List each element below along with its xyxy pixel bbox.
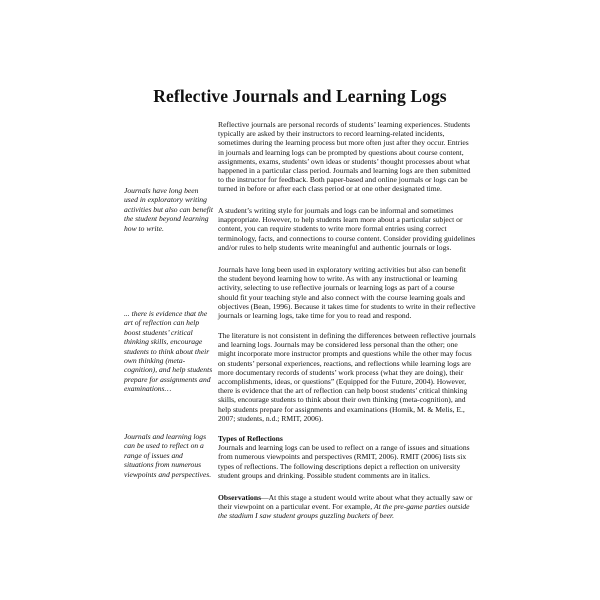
body-paragraph-2 (218, 206, 476, 252)
observations-text: —At this stage a student would write about what they actually saw or their viewpoint on a particular event. For example, (218, 493, 473, 512)
observations-paragraph (218, 493, 476, 521)
sidebar-note-3: Journals and learning logs can be used to reflect on a range of issues and situations from numerous viewpoints and perspectives. (124, 432, 212, 479)
sidebar-note-2: ... there is evidence that the art of reflection can help boost students’ critical thinking skills, encourage students to think about their own thinking (meta-cognition), and help students prepare for assignments and examinations… (124, 309, 213, 394)
section-heading: Types of Reflections (218, 434, 283, 443)
paragraph-text: The literature is not consistent in defining the differences between reflective journals and learning logs. Journals may be considered less personal than the other; one might incorporate more instructor prompts and questions while the other may focus on students’ personal experiences, reactions, and reflections while learning logs are more documentary records of students’ work process (what they are doing), their accomplishments, ideas, or questions” (Equipped for the Future, 2004). However, there is evidence that the art of reflection can help boost students’ critical thinking skills, encourage students to think about their own thinking (meta-cognition), and help students prepare for assignments and examinations (Homik, M. & Melis, E., 2007; students, n.d.; RMIT, 2006). (218, 331, 476, 423)
paragraph-text: Journals have long been used in exploratory writing activities but also can benefit the student beyond learning how to write. As with any instructional or learning activity, selecting to use reflective journals or learning logs as part of a course should fit your teaching style and also connect with the course learning goals and objectives (Bean, 1996). Because it takes time for students to write in their reflective journals or learning logs, take time for you to read and respond. (218, 265, 476, 321)
sidebar-note-1: Journals have long been used in exploratory writing activities but also can benefit the student beyond learning how to write. (124, 186, 213, 233)
paragraph-text (218, 493, 476, 521)
paragraph-text: Journals and learning logs can be used to reflect on a range of issues and situations from numerous viewpoints and perspectives (RMIT, 2006). RMIT (2006) lists six types of reflections. The following descriptions depict a reflection on university student groups and drinking. Possible student comments are in italics. (218, 443, 470, 480)
observations-lead: Observations (218, 493, 262, 502)
body-paragraph-4 (218, 331, 476, 423)
observations-example: At the pre-game parties outside the stadium I saw student groups guzzling buckets of beer. (218, 502, 470, 521)
body-paragraph-3 (218, 265, 476, 320)
page-title: Reflective Journals and Learning Logs (153, 86, 447, 106)
types-of-reflections-section (218, 434, 476, 480)
body-paragraph-1 (218, 120, 476, 194)
paragraph-text: Reflective journals are personal records of students’ learning experiences. Students typically are asked by their instructors to record learning-related incidents, sometimes during the learning process but more often just after they occur. Entries in journals and learning logs can be prompted by questions about course content, assignments, exams, students’ own ideas or students’ thought processes about what happened in a particular class period. Journals and learning logs are then submitted to the instructor for feedback. Both paper-based and online journals or logs can be turned in before or after each class period or at one other designated time. (218, 120, 471, 194)
paragraph-text: A student’s writing style for journals and logs can be informal and sometimes inappropriate. However, to help students learn more about a particular subject or content, you can require students to write more formal entries using correct terminology, facts, and connections to course content. Consider providing guidelines and/or rules to help students write meaningful and authentic journals or logs. (218, 206, 476, 252)
